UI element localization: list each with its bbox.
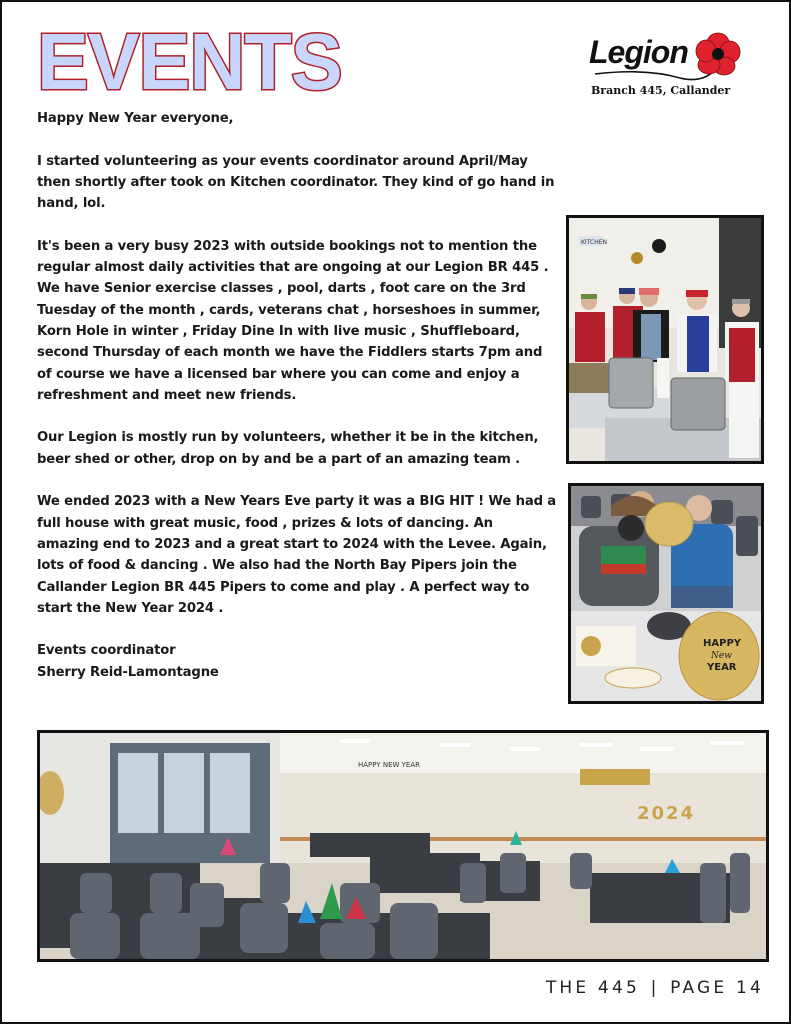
balloon-party-photo bbox=[568, 483, 764, 704]
kitchen-volunteers-photo bbox=[566, 215, 764, 464]
signature-name: Sherry Reid-Lamontagne bbox=[37, 664, 219, 680]
balloon-text-happy: HAPPY bbox=[703, 638, 742, 649]
page-title: EVENTS bbox=[37, 17, 342, 106]
paragraph: It's been a very busy 2023 with outside bookings not to mention the regular almost daily activities that are ongoing at our Legion BR 445 . We have Senior exercise classes , pool, darts , foot care on the 3rd Tuesday of the month , cards, veterans chat , horseshoes in summer, Korn Hole in winter , Friday Dine In with live music , Shuffleboard, second Thursday of each month we have the Fiddlers starts 7pm and of course we have a licensed bar where you can come and enjoy a refreshment and meet new friends. bbox=[37, 238, 549, 403]
paragraph: Our Legion is mostly run by volunteers, whether it be in the kitchen, beer shed or other, drop on by and be a part of an amazing team . bbox=[37, 430, 539, 467]
article-body bbox=[37, 108, 557, 683]
poppy-icon bbox=[695, 32, 741, 76]
logo-subtitle: Branch 445, Callander bbox=[591, 84, 731, 97]
balloon-text-year: YEAR bbox=[707, 662, 737, 673]
greeting: Happy New Year everyone, bbox=[37, 111, 234, 126]
page-footer bbox=[546, 978, 764, 998]
legion-logo bbox=[585, 28, 745, 100]
balloon-text-new: New bbox=[711, 651, 732, 661]
footer-separator: | bbox=[650, 978, 660, 998]
paragraph: I started volunteering as your events coordinator around April/May then shortly after took on Kitchen coordinator. They kind of go hand in hand, lol. bbox=[37, 153, 555, 212]
decorated-hall-photo bbox=[37, 730, 769, 962]
paragraph: We ended 2023 with a New Years Eve party it was a BIG HIT ! We had a full house with great music, food , prizes & lots of dancing. An amazing end to 2023 and a great start to 2024 with the Levee. Again, lots of food & dancing . We also had the North Bay Pipers join the Callander Legion BR 445 Pipers to come and play . A perfect way to start the New Year 2024 . bbox=[37, 494, 557, 616]
hall-wall-number: 2024 bbox=[637, 803, 696, 824]
signature-role: Events coordinator bbox=[37, 643, 176, 659]
publication-name: THE 445 bbox=[545, 978, 640, 998]
logo-wordmark: Legion bbox=[589, 34, 688, 70]
page-number: PAGE 14 bbox=[670, 978, 764, 998]
hall-banner: HAPPY NEW YEAR bbox=[358, 761, 420, 769]
kitchen-sign: KITCHEN bbox=[581, 239, 607, 246]
